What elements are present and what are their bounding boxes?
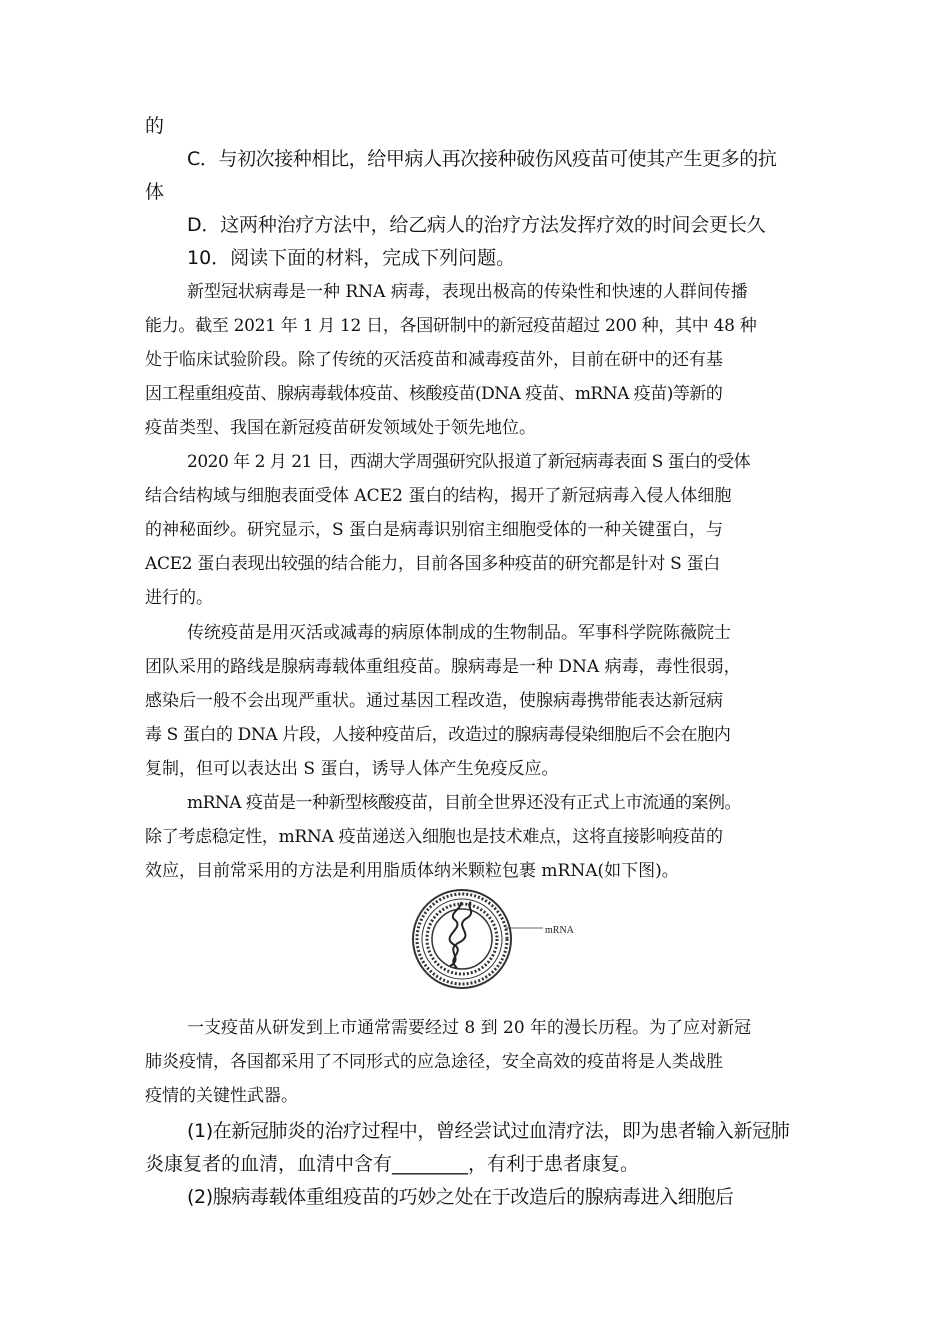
passage-line: 传统疫苗是用灭活或减毒的病原体制成的生物制品。军事科学院陈薇院士: [187, 623, 731, 643]
passage-line: mRNA 疫苗是一种新型核酸疫苗，目前全世界还没有正式上市流通的案例。: [187, 793, 741, 813]
option-c: C．与初次接种相比，给甲病人再次接种破伤风疫苗可使其产生更多的抗: [187, 148, 777, 170]
passage-line: 感染后一般不会出现严重状。通过基因工程改造，使腺病毒携带能表达新冠病: [145, 691, 723, 711]
figure-label-mrna: mRNA: [545, 925, 574, 936]
passage-line: 除了考虑稳定性，mRNA 疫苗递送入细胞也是技术难点，这将直接影响疫苗的: [145, 827, 723, 847]
lipid-nanoparticle-figure: [405, 888, 595, 990]
passage-line: 效应，目前常采用的方法是利用脂质体纳米颗粒包裹 mRNA(如下图)。: [145, 861, 679, 881]
passage-line: 疫苗类型、我国在新冠疫苗研发领域处于领先地位。: [145, 418, 536, 438]
text-line: 的: [145, 115, 165, 137]
text-line: 体: [145, 181, 165, 203]
passage-line: 肺炎疫情，各国都采用了不同形式的应急途径，安全高效的疫苗将是人类战胜: [145, 1052, 723, 1072]
sub-question-1: (1)在新冠肺炎的治疗过程中，曾经尝试过血清疗法，即为患者输入新冠肺: [187, 1120, 790, 1142]
passage-line: 进行的。: [145, 588, 213, 608]
passage-line: ACE2 蛋白表现出较强的结合能力，目前各国多种疫苗的研究都是针对 S 蛋白: [145, 554, 720, 574]
passage-line: 的神秘面纱。研究显示，S 蛋白是病毒识别宿主细胞受体的一种关键蛋白，与: [145, 520, 724, 540]
question-10-heading: 10．阅读下面的材料，完成下列问题。: [187, 247, 516, 269]
passage-line: 疫情的关键性武器。: [145, 1086, 298, 1106]
sub-question-1-cont: 炎康复者的血清，血清中含有________，有利于患者康复。: [145, 1153, 640, 1175]
sub-question-2: (2)腺病毒载体重组疫苗的巧妙之处在于改造后的腺病毒进入细胞后: [187, 1186, 734, 1208]
passage-line: 结合结构域与细胞表面受体 ACE2 蛋白的结构，揭开了新冠病毒入侵人体细胞: [145, 486, 732, 506]
passage-line: 毒 S 蛋白的 DNA 片段，人接种疫苗后，改造过的腺病毒侵染细胞后不会在胞内: [145, 725, 731, 745]
passage-line: 一支疫苗从研发到上市通常需要经过 8 到 20 年的漫长历程。为了应对新冠: [187, 1018, 752, 1038]
option-d: D．这两种治疗方法中，给乙病人的治疗方法发挥疗效的时间会更长久: [187, 214, 766, 236]
passage-line: 团队采用的路线是腺病毒载体重组疫苗。腺病毒是一种 DNA 病毒，毒性很弱，: [145, 657, 741, 677]
passage-line: 能力。截至 2021 年 1 月 12 日，各国研制中的新冠疫苗超过 200 种，其中 48 种: [145, 316, 757, 336]
passage-line: 因工程重组疫苗、腺病毒载体疫苗、核酸疫苗(DNA 疫苗、mRNA 疫苗)等新的: [145, 384, 723, 404]
passage-line: 2020 年 2 月 21 日，西湖大学周强研究队报道了新冠病毒表面 S 蛋白的受体: [187, 452, 751, 472]
passage-line: 新型冠状病毒是一种 RNA 病毒，表现出极高的传染性和快速的人群间传播: [187, 282, 748, 302]
passage-line: 处于临床试验阶段。除了传统的灭活疫苗和减毒疫苗外，目前在研中的还有基: [145, 350, 723, 370]
passage-line: 复制，但可以表达出 S 蛋白，诱导人体产生免疫反应。: [145, 759, 559, 779]
